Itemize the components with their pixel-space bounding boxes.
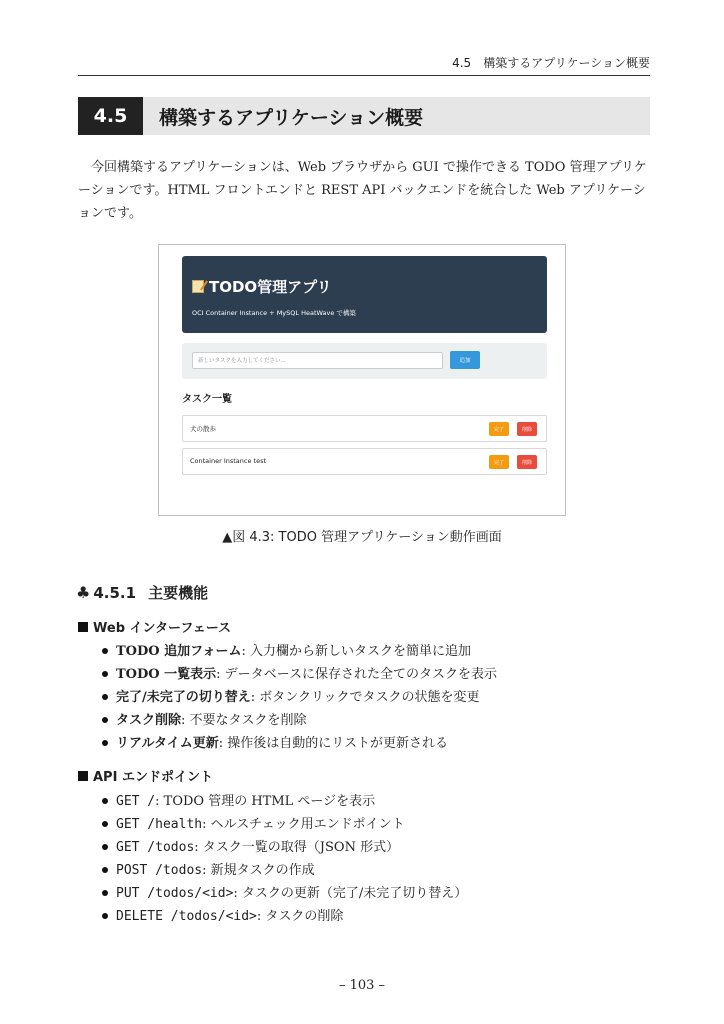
bullet-dot-icon	[102, 694, 108, 700]
app-title	[192, 276, 332, 297]
endpoint-desc: : 新規タスクの作成	[202, 863, 315, 878]
endpoint-code: PUT /todos/<id>	[116, 886, 234, 901]
feature-desc: : 入力欄から新しいタスクを簡単に追加	[241, 644, 471, 659]
endpoint-code: GET /todos	[116, 840, 195, 855]
app-title-text: TODO管理アプリ	[209, 278, 332, 296]
app-header	[182, 256, 547, 333]
endpoint-code: GET /health	[116, 817, 203, 832]
list-item	[102, 709, 497, 732]
app-screenshot-figure	[158, 244, 566, 516]
feature-term: TODO 追加フォーム	[116, 644, 242, 659]
task-row	[182, 415, 547, 442]
web-interface-list	[102, 640, 497, 755]
delete-task-button[interactable]: 削除	[517, 422, 537, 436]
task-text: Container Instance test	[190, 457, 267, 465]
endpoint-code: POST /todos	[116, 863, 203, 878]
section-banner	[78, 97, 650, 135]
endpoint-code: GET /	[116, 794, 156, 809]
web-interface-heading	[78, 617, 231, 636]
endpoint-desc: : タスクの削除	[256, 909, 344, 924]
endpoint-desc: : TODO 管理の HTML ページを表示	[155, 794, 376, 809]
section-title: 構築するアプリケーション概要	[159, 106, 424, 129]
complete-task-button[interactable]: 完了	[489, 422, 509, 436]
feature-term: リアルタイム更新	[116, 736, 219, 751]
task-text: 犬の散歩	[190, 425, 216, 433]
endpoint-desc: : タスク一覧の取得（JSON 形式）	[194, 840, 400, 855]
endpoint-code: DELETE /todos/<id>	[116, 909, 257, 924]
figure-caption: ▲図 4.3: TODO 管理アプリケーション動作画面	[222, 530, 502, 545]
page-number: – 103 –	[338, 978, 386, 993]
list-item	[102, 790, 467, 813]
list-item	[102, 732, 497, 755]
bullet-dot-icon	[102, 671, 108, 677]
subsection-title: 主要機能	[148, 584, 209, 602]
list-item	[102, 836, 467, 859]
task-list-heading: タスク一覧	[182, 394, 232, 405]
bullet-dot-icon	[102, 740, 108, 746]
bullet-dot-icon	[102, 821, 108, 827]
web-interface-heading-text: Web インターフェース	[93, 621, 232, 636]
add-task-button[interactable]: 追加	[450, 351, 480, 369]
list-item	[102, 859, 467, 882]
list-item	[102, 640, 497, 663]
delete-task-button[interactable]: 削除	[517, 455, 537, 469]
black-square-icon	[78, 771, 88, 781]
list-item	[102, 813, 467, 836]
list-item	[102, 905, 467, 928]
section-number: 4.5	[78, 97, 143, 135]
black-square-icon	[78, 622, 88, 632]
feature-desc: : データベースに保存された全てのタスクを表示	[216, 667, 497, 682]
subsection-number: 4.5.1	[93, 583, 137, 602]
api-endpoint-list	[102, 790, 467, 928]
bullet-dot-icon	[102, 913, 108, 919]
bullet-dot-icon	[102, 867, 108, 873]
bullet-dot-icon	[102, 648, 108, 654]
memo-icon	[192, 280, 204, 293]
endpoint-desc: : ヘルスチェック用エンドポイント	[202, 817, 405, 832]
bullet-dot-icon	[102, 890, 108, 896]
bullet-dot-icon	[102, 844, 108, 850]
feature-term: TODO 一覧表示	[116, 667, 217, 682]
feature-term: タスク削除	[116, 713, 182, 728]
running-header: 4.5 構築するアプリケーション概要	[78, 54, 650, 76]
list-item	[102, 663, 497, 686]
subsection-heading	[76, 582, 208, 603]
list-item	[102, 882, 467, 905]
club-icon: ♣	[76, 583, 91, 602]
app-subtitle: OCI Container Instance + MySQL HeatWave で構築	[192, 309, 356, 317]
feature-term: 完了/未完了の切り替え	[116, 690, 251, 705]
task-row	[182, 448, 547, 475]
endpoint-desc: : タスクの更新（完了/未完了切り替え）	[233, 886, 468, 901]
feature-desc: : 操作後は自動的にリストが更新される	[218, 736, 448, 751]
feature-desc: : ボタンクリックでタスクの状態を変更	[250, 690, 480, 705]
feature-desc: : 不要なタスクを削除	[181, 713, 307, 728]
list-item	[102, 686, 497, 709]
new-task-input[interactable]	[192, 352, 443, 369]
complete-task-button[interactable]: 完了	[489, 455, 509, 469]
intro-paragraph: 今回構築するアプリケーションは、Web ブラウザから GUI で操作できる TODO 管理アプリケーションです。HTML フロントエンドと REST API バックエンドを統合した Web アプリケーションです。	[78, 160, 647, 221]
api-heading-text: API エンドポイント	[93, 770, 213, 785]
bullet-dot-icon	[102, 717, 108, 723]
add-task-bar	[182, 343, 547, 379]
bullet-dot-icon	[102, 798, 108, 804]
api-heading	[78, 766, 213, 785]
